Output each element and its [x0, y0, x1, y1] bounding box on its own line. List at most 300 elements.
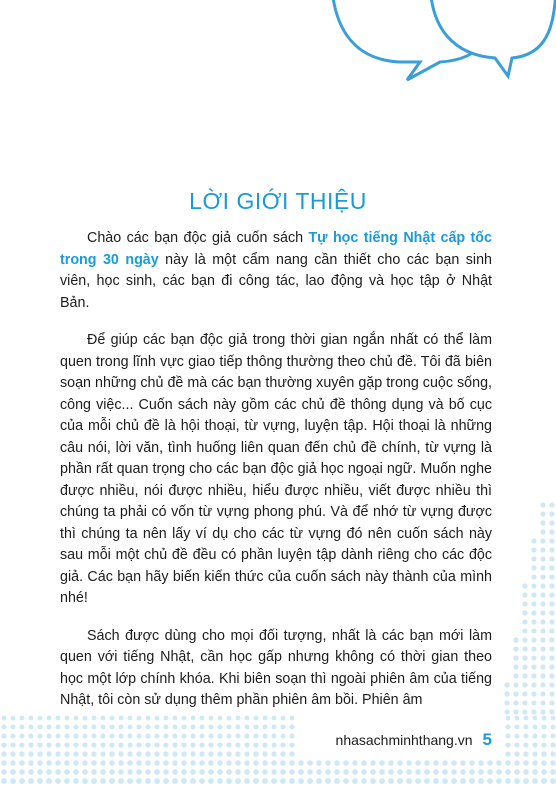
pattern-dot	[522, 682, 527, 687]
pattern-dot	[145, 742, 150, 747]
pattern-dot	[136, 733, 141, 738]
pattern-dot	[533, 716, 538, 721]
pattern-dot	[316, 778, 322, 784]
pattern-dot	[549, 700, 554, 705]
pattern-dot	[280, 751, 285, 756]
pattern-dot	[523, 778, 529, 784]
pattern-dot	[1, 769, 7, 775]
pattern-dot	[109, 769, 115, 775]
pattern-dot	[531, 709, 536, 714]
pattern-dot	[82, 742, 87, 747]
pattern-dot	[522, 601, 527, 606]
pattern-dot	[505, 778, 511, 784]
pattern-dot	[271, 742, 276, 747]
pattern-dot	[172, 769, 178, 775]
pattern-dot	[199, 769, 205, 775]
pattern-dot	[91, 769, 97, 775]
pattern-dot	[424, 778, 430, 784]
pattern-dot	[37, 769, 43, 775]
pattern-dot	[29, 725, 34, 730]
pattern-dot	[549, 502, 554, 507]
pattern-dot	[549, 511, 554, 516]
pattern-dot	[506, 716, 511, 721]
pattern-dot	[524, 716, 529, 721]
pattern-dot	[460, 778, 466, 784]
pattern-dot	[540, 574, 545, 579]
pattern-dot	[514, 769, 520, 775]
pattern-dot	[154, 742, 159, 747]
pattern-dot	[172, 742, 177, 747]
pattern-dot	[504, 700, 509, 705]
pattern-dot	[316, 760, 322, 766]
pattern-dot	[289, 733, 294, 738]
pattern-dot	[64, 769, 70, 775]
pattern-dot	[433, 769, 439, 775]
pattern-dot	[531, 682, 536, 687]
pattern-dot	[37, 742, 42, 747]
pattern-dot	[181, 751, 186, 756]
pattern-dot	[549, 529, 554, 534]
pattern-dot	[235, 733, 240, 738]
pattern-dot	[145, 778, 151, 784]
pattern-dot	[540, 529, 545, 534]
pattern-dot	[513, 682, 518, 687]
pattern-dot	[307, 778, 313, 784]
pattern-dot	[540, 610, 545, 615]
pattern-dot	[540, 538, 545, 543]
pattern-dot	[406, 769, 412, 775]
page-title: LỜI GIỚI THIỆU	[189, 188, 367, 215]
pattern-dot	[163, 760, 169, 766]
pattern-dot	[271, 778, 277, 784]
pattern-dot	[522, 664, 527, 669]
pattern-dot	[199, 733, 204, 738]
pattern-dot	[199, 751, 204, 756]
pattern-dot	[298, 769, 304, 775]
pattern-dot	[136, 778, 142, 784]
pattern-dot	[37, 760, 43, 766]
pattern-dot	[523, 769, 529, 775]
pattern-dot	[145, 760, 151, 766]
pattern-dot	[549, 655, 554, 660]
pattern-dot	[442, 769, 448, 775]
pattern-dot	[244, 742, 249, 747]
preface-body	[60, 228, 492, 728]
pattern-dot	[522, 691, 527, 696]
pattern-dot	[64, 742, 69, 747]
pattern-dot	[540, 664, 545, 669]
pattern-dot	[541, 760, 547, 766]
pattern-dot	[379, 769, 385, 775]
pattern-dot	[46, 742, 51, 747]
pattern-dot	[1, 742, 6, 747]
pattern-dot	[513, 691, 518, 696]
pattern-dot	[424, 769, 430, 775]
pattern-dot	[136, 751, 141, 756]
pattern-dot	[522, 709, 527, 714]
pattern-dot	[100, 751, 105, 756]
pattern-dot	[46, 751, 51, 756]
pattern-dot	[523, 751, 528, 756]
pattern-dot	[199, 742, 204, 747]
pattern-dot	[415, 760, 421, 766]
pattern-dot	[551, 725, 556, 730]
pattern-dot	[253, 742, 258, 747]
pattern-dot	[406, 778, 412, 784]
pattern-dot	[379, 778, 385, 784]
pattern-dot	[127, 742, 132, 747]
pattern-dot	[551, 716, 556, 721]
pattern-dot	[19, 751, 24, 756]
pattern-dot	[289, 742, 294, 747]
pattern-dot	[513, 655, 518, 660]
pattern-dot	[541, 742, 546, 747]
pattern-dot	[199, 760, 205, 766]
pattern-dot	[424, 760, 430, 766]
pattern-dot	[46, 760, 52, 766]
pattern-dot	[298, 760, 304, 766]
pattern-dot	[397, 769, 403, 775]
pattern-dot	[38, 716, 43, 721]
pattern-dot	[154, 733, 159, 738]
pattern-dot	[37, 778, 43, 784]
pattern-dot	[55, 751, 60, 756]
pattern-dot	[244, 733, 249, 738]
pattern-dot	[442, 778, 448, 784]
pattern-dot	[172, 760, 178, 766]
pattern-dot	[280, 769, 286, 775]
pattern-dot	[533, 725, 538, 730]
pattern-dot	[532, 733, 537, 738]
pattern-dot	[540, 619, 545, 624]
pattern-dot	[73, 760, 79, 766]
pattern-dot	[343, 778, 349, 784]
pattern-dot	[379, 760, 385, 766]
pattern-dot	[532, 760, 538, 766]
pattern-dot	[532, 778, 538, 784]
pattern-dot	[208, 742, 213, 747]
pattern-dot	[154, 760, 160, 766]
pattern-dot	[226, 760, 232, 766]
pattern-dot	[540, 601, 545, 606]
pattern-dot	[10, 751, 15, 756]
pattern-dot	[549, 709, 554, 714]
pattern-dot	[343, 769, 349, 775]
pattern-dot	[361, 760, 367, 766]
pattern-dot	[522, 655, 527, 660]
pattern-dot	[531, 700, 536, 705]
pattern-dot	[172, 778, 178, 784]
pattern-dot	[28, 760, 34, 766]
pattern-dot	[540, 556, 545, 561]
pattern-dot	[370, 760, 376, 766]
pattern-dot	[91, 778, 97, 784]
pattern-dot	[531, 610, 536, 615]
pattern-dot	[540, 709, 545, 714]
pattern-dot	[55, 760, 61, 766]
pattern-dot	[524, 725, 529, 730]
pattern-dot	[118, 742, 123, 747]
pattern-dot	[531, 637, 536, 642]
pattern-dot	[181, 760, 187, 766]
pattern-dot	[235, 742, 240, 747]
pattern-dot	[28, 778, 34, 784]
pattern-dot	[100, 733, 105, 738]
pattern-dot	[244, 769, 250, 775]
pattern-dot	[514, 733, 519, 738]
pattern-dot	[154, 778, 160, 784]
pattern-dot	[549, 637, 554, 642]
pattern-dot	[478, 760, 484, 766]
pattern-dot	[531, 628, 536, 633]
pattern-dot	[487, 778, 493, 784]
pattern-dot	[208, 733, 213, 738]
pattern-dot	[549, 619, 554, 624]
pattern-dot	[10, 769, 16, 775]
pattern-dot	[64, 778, 70, 784]
pattern-dot	[100, 769, 106, 775]
pattern-dot	[163, 751, 168, 756]
pattern-dot	[550, 760, 556, 766]
pattern-dot	[253, 760, 259, 766]
pattern-dot	[127, 733, 132, 738]
pattern-dot	[514, 760, 520, 766]
pattern-dot	[10, 742, 15, 747]
pattern-dot	[118, 733, 123, 738]
pattern-dot	[469, 778, 475, 784]
pattern-dot	[262, 769, 268, 775]
paragraph-audience: Sách được dùng cho mọi đối tượng, nhất là các bạn mới làm quen với tiếng Nhật, cần học gấp nhưng không có thời gian theo học một lớp chính khóa. Khi biên soạn thì ngoài phiên âm của tiếng Nhật, tôi còn sử dụng thêm phần phiên âm bồi. Phiên âm	[60, 627, 492, 708]
pattern-dot	[244, 751, 249, 756]
pattern-dot	[11, 716, 16, 721]
pattern-dot	[82, 751, 87, 756]
pattern-dot	[55, 769, 61, 775]
pattern-dot	[451, 760, 457, 766]
pattern-dot	[540, 673, 545, 678]
pattern-dot	[540, 691, 545, 696]
pattern-dot	[415, 769, 421, 775]
pattern-dot	[505, 733, 510, 738]
pattern-dot	[433, 778, 439, 784]
pattern-dot	[549, 673, 554, 678]
pattern-dot	[154, 769, 160, 775]
pattern-dot	[505, 760, 511, 766]
pattern-dot	[522, 592, 527, 597]
pattern-dot	[478, 778, 484, 784]
pattern-dot	[505, 742, 510, 747]
pattern-dot	[226, 778, 232, 784]
pattern-dot	[181, 733, 186, 738]
pattern-dot	[531, 655, 536, 660]
pattern-dot	[397, 760, 403, 766]
pattern-dot	[226, 769, 232, 775]
pattern-dot	[280, 742, 285, 747]
pattern-dot	[154, 751, 159, 756]
pattern-dot	[109, 778, 115, 784]
pattern-dot	[549, 601, 554, 606]
pattern-dot	[118, 778, 124, 784]
pattern-dot	[522, 628, 527, 633]
pattern-dot	[181, 778, 187, 784]
pattern-dot	[1, 760, 7, 766]
pattern-dot	[217, 760, 223, 766]
pattern-dot	[388, 769, 394, 775]
pattern-dot	[190, 769, 196, 775]
pattern-dot	[47, 716, 52, 721]
pattern-dot	[549, 646, 554, 651]
pattern-dot	[163, 733, 168, 738]
pattern-dot	[181, 742, 186, 747]
pattern-dot	[522, 646, 527, 651]
pattern-dot	[100, 742, 105, 747]
pattern-dot	[55, 742, 60, 747]
pattern-dot	[523, 742, 528, 747]
pattern-dot	[540, 511, 545, 516]
pattern-dot	[208, 760, 214, 766]
pattern-dot	[334, 778, 340, 784]
pattern-dot	[513, 673, 518, 678]
pattern-dot	[469, 769, 475, 775]
pattern-dot	[540, 700, 545, 705]
pattern-dot	[523, 760, 529, 766]
paragraph-intro-lead: Chào các bạn độc giả cuốn sách	[87, 230, 309, 246]
pattern-dot	[19, 769, 25, 775]
pattern-dot	[253, 769, 259, 775]
pattern-dot	[20, 725, 25, 730]
pattern-dot	[127, 778, 133, 784]
pattern-dot	[549, 592, 554, 597]
pattern-dot	[531, 646, 536, 651]
pattern-dot	[540, 682, 545, 687]
pattern-dot	[532, 751, 537, 756]
pattern-dot	[388, 778, 394, 784]
pattern-dot	[415, 778, 421, 784]
pattern-dot	[190, 760, 196, 766]
pattern-dot	[531, 583, 536, 588]
pattern-dot	[20, 716, 25, 721]
pattern-dot	[217, 769, 223, 775]
pattern-dot	[73, 742, 78, 747]
pattern-dot	[549, 583, 554, 588]
pattern-dot	[289, 760, 295, 766]
pattern-dot	[540, 655, 545, 660]
pattern-dot	[38, 725, 43, 730]
pattern-dot	[316, 769, 322, 775]
pattern-dot	[522, 673, 527, 678]
pattern-dot	[549, 556, 554, 561]
pattern-dot	[549, 547, 554, 552]
pattern-dot	[127, 769, 133, 775]
pattern-dot	[253, 778, 259, 784]
paragraph-intro-rest: này là một cẩm nang cần thiết cho các bạn sinh viên, học sinh, các bạn đi công tác, lao động và học tập ở Nhật Bản.	[60, 251, 492, 311]
pattern-dot	[531, 619, 536, 624]
pattern-dot	[271, 769, 277, 775]
pattern-dot	[10, 733, 15, 738]
pattern-dot	[73, 778, 79, 784]
pattern-dot	[244, 778, 250, 784]
pattern-dot	[82, 778, 88, 784]
pattern-dot	[514, 778, 520, 784]
pattern-dot	[118, 760, 124, 766]
pattern-dot	[549, 691, 554, 696]
pattern-dot	[514, 742, 519, 747]
speech-bubbles-decoration	[0, 0, 556, 90]
pattern-dot	[370, 769, 376, 775]
pattern-dot	[531, 538, 536, 543]
pattern-dot	[118, 751, 123, 756]
pattern-dot	[334, 760, 340, 766]
pattern-dot	[522, 619, 527, 624]
pattern-dot	[540, 547, 545, 552]
pattern-dot	[109, 733, 114, 738]
pattern-dot	[19, 733, 24, 738]
pattern-dot	[262, 733, 267, 738]
pattern-dot	[540, 628, 545, 633]
pattern-dot	[541, 733, 546, 738]
pattern-dot	[532, 742, 537, 747]
pattern-dot	[289, 751, 294, 756]
paragraph-purpose: Để giúp các bạn độc giả trong thời gian ngắn nhất có thể làm quen trong lĩnh vực giao tiếp thông thường theo chủ đề. Tôi đã biên soạn những chủ đề mà các bạn thường xuyên gặp trong cuộc sống, công việc... Cuốn sách này gồm các chủ đề thông dụng và bố cục của mỗi chủ đề là hội thoại, từ vựng, luyện tập. Hội thoại là những câu nói, lời văn, tình huống liên quan đến chủ đề chính, từ vựng là phần rất quan trọng cho các bạn độc giả học ngoại ngữ. Muốn nghe được nhiều, nói được nhiều, hiểu được nhiều, viết được nhiều thì chúng ta phải có vốn từ vựng phong phú. Và để nhớ từ vựng được thì chúng ta nên lấy ví dụ cho các từ vựng đó nên cuốn sách này sau mỗi một chủ đề đều có phần luyện tập dành riêng cho các độc giả. Các bạn hãy biến kiến thức của cuốn sách này thành của mình nhé!	[60, 332, 492, 606]
pattern-dot	[10, 760, 16, 766]
pattern-dot	[91, 742, 96, 747]
pattern-dot	[515, 716, 520, 721]
pattern-dot	[47, 725, 52, 730]
pattern-dot	[513, 664, 518, 669]
pattern-dot	[1, 778, 7, 784]
pattern-dot	[532, 769, 538, 775]
pattern-dot	[145, 769, 151, 775]
pattern-dot	[298, 778, 304, 784]
pattern-dot	[388, 760, 394, 766]
pattern-dot	[271, 751, 276, 756]
pattern-dot	[262, 778, 268, 784]
pattern-dot	[289, 769, 295, 775]
pattern-dot	[19, 760, 25, 766]
pattern-dot	[361, 769, 367, 775]
pattern-dot	[522, 700, 527, 705]
pattern-dot	[325, 760, 331, 766]
pattern-dot	[11, 725, 16, 730]
pattern-dot	[549, 538, 554, 543]
pattern-dot	[531, 691, 536, 696]
pattern-dot	[343, 760, 349, 766]
pattern-dot	[28, 751, 33, 756]
pattern-dot	[550, 778, 556, 784]
pattern-dot	[307, 769, 313, 775]
pattern-dot	[505, 769, 511, 775]
pattern-dot	[100, 760, 106, 766]
pattern-dot	[280, 733, 285, 738]
pattern-dot	[540, 646, 545, 651]
pattern-dot	[73, 733, 78, 738]
pattern-dot	[522, 610, 527, 615]
pattern-dot	[91, 760, 97, 766]
pattern-dot	[37, 751, 42, 756]
pattern-dot	[541, 751, 546, 756]
pattern-dot	[531, 556, 536, 561]
pattern-dot	[55, 733, 60, 738]
pattern-dot	[531, 547, 536, 552]
pattern-dot	[235, 769, 241, 775]
pattern-dot	[460, 760, 466, 766]
speech-bubble-right-icon	[430, 0, 556, 76]
pattern-dot	[253, 733, 258, 738]
pattern-dot	[73, 769, 79, 775]
pattern-dot	[550, 751, 555, 756]
pattern-dot	[549, 574, 554, 579]
pattern-dot	[513, 700, 518, 705]
pattern-dot	[181, 769, 187, 775]
